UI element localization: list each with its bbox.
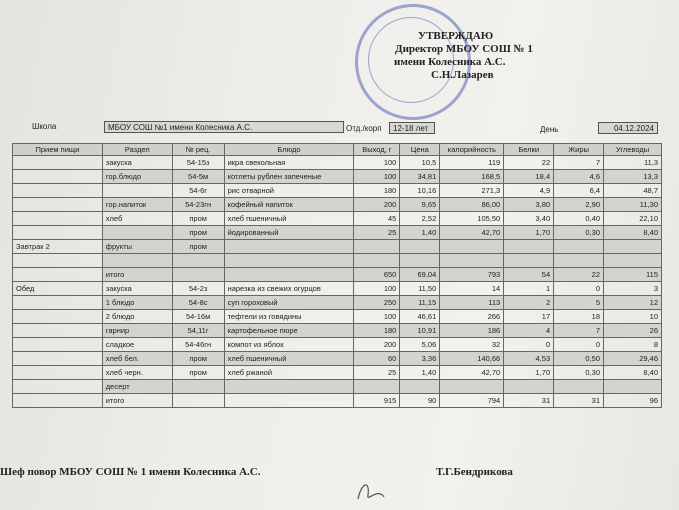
table-cell [354,240,400,254]
table-cell: тефтели из говядины [224,310,354,324]
table-cell: 54-5м [172,170,224,184]
menu-table [12,143,662,408]
table-cell [354,380,400,394]
table-row [13,240,662,254]
table-row [13,254,662,268]
column-header: Блюдо [224,144,354,156]
school-label: Школа [32,122,57,131]
table-cell: 250 [354,296,400,310]
table-cell: 8,40 [604,226,662,240]
table-cell: 48,7 [604,184,662,198]
table-cell: хлеб черн. [102,366,172,380]
table-cell: 0,40 [554,212,604,226]
table-cell: 3,80 [504,198,554,212]
table-row [13,268,662,282]
table-cell [400,380,440,394]
table-cell [172,268,224,282]
table-cell: 13,3 [604,170,662,184]
table-cell: гарнир [102,324,172,338]
table-cell: 4,53 [504,352,554,366]
table-cell: 180 [354,324,400,338]
table-cell: 105,50 [440,212,504,226]
table-cell: 11,3 [604,156,662,170]
signature-scribble [350,477,390,507]
table-row [13,324,662,338]
table-row [13,380,662,394]
table-cell: Обед [13,282,103,296]
table-cell: пром [172,366,224,380]
dept-value: 12-18 лет [389,122,435,134]
table-cell: десерт [102,380,172,394]
table-cell [400,254,440,268]
table-cell [13,254,103,268]
table-cell: 11,50 [400,282,440,296]
table-cell: 54-46гн [172,338,224,352]
column-header: Цена [400,144,440,156]
table-cell [172,380,224,394]
table-cell: хлеб ржаной [224,366,354,380]
table-cell [13,198,103,212]
table-cell: гор.напиток [102,198,172,212]
table-cell: картофельное пюре [224,324,354,338]
day-value: 04.12.2024 [598,122,658,134]
table-cell: 2,90 [554,198,604,212]
table-cell: 1 блюдо [102,296,172,310]
table-cell [172,394,224,408]
table-cell: пром [172,240,224,254]
table-cell: 2 [504,296,554,310]
table-cell: 6,4 [554,184,604,198]
table-cell: 1,40 [400,226,440,240]
table-cell [13,170,103,184]
table-cell: 100 [354,170,400,184]
table-cell: 10,91 [400,324,440,338]
table-cell [440,380,504,394]
column-header: калорийность [440,144,504,156]
table-row [13,394,662,408]
table-cell: пром [172,352,224,366]
table-cell: 100 [354,282,400,296]
table-row [13,282,662,296]
table-cell: 54-8с [172,296,224,310]
table-cell [13,156,103,170]
table-cell [554,254,604,268]
table-cell [102,226,172,240]
table-row [13,198,662,212]
table-cell: суп гороховый [224,296,354,310]
table-cell: закуска [102,282,172,296]
table-cell: 4,6 [554,170,604,184]
table-cell: 26 [604,324,662,338]
table-cell: 42,70 [440,366,504,380]
table-cell: 1 [504,282,554,296]
table-cell: нарезка из свежих огурцов [224,282,354,296]
table-cell: хлеб пшеничный [224,212,354,226]
table-cell [604,240,662,254]
table-cell [13,184,103,198]
table-cell: 54-23гн [172,198,224,212]
table-cell: 11,30 [604,198,662,212]
table-row [13,212,662,226]
table-cell: 54-15з [172,156,224,170]
table-cell: хлеб [102,212,172,226]
table-cell: 69,04 [400,268,440,282]
table-cell: 45 [354,212,400,226]
table-cell: 3,40 [504,212,554,226]
table-cell: 650 [354,268,400,282]
table-cell [504,380,554,394]
table-cell: Завтрак 2 [13,240,103,254]
table-cell: 5,06 [400,338,440,352]
table-cell [13,268,103,282]
table-cell: 3 [604,282,662,296]
table-cell: пром [172,212,224,226]
table-cell: 5 [554,296,604,310]
table-cell: 4,9 [504,184,554,198]
table-cell: 186 [440,324,504,338]
table-cell: 22,10 [604,212,662,226]
table-cell: 86,00 [440,198,504,212]
table-cell [13,324,103,338]
table-cell [554,380,604,394]
table-cell [504,240,554,254]
column-header: Белки [504,144,554,156]
table-cell [13,366,103,380]
table-cell: 54-6г [172,184,224,198]
table-cell: 14 [440,282,504,296]
table-cell: 54-2з [172,282,224,296]
table-cell: 11,15 [400,296,440,310]
table-cell: 0 [554,338,604,352]
table-cell: 60 [354,352,400,366]
table-cell: 271,3 [440,184,504,198]
table-cell: 100 [354,156,400,170]
table-cell [13,212,103,226]
table-cell: 31 [504,394,554,408]
table-cell: 915 [354,394,400,408]
table-cell [224,240,354,254]
table-cell: 119 [440,156,504,170]
table-row [13,156,662,170]
table-cell: 2 блюдо [102,310,172,324]
table-cell [354,254,400,268]
table-cell: котлеты рублен запеченые [224,170,354,184]
table-row [13,226,662,240]
table-cell [13,380,103,394]
column-header: Прием пищи [13,144,103,156]
table-cell [604,380,662,394]
table-cell: 100 [354,310,400,324]
table-cell [224,380,354,394]
table-cell: 54-16м [172,310,224,324]
day-label: День [540,125,559,134]
table-cell: 25 [354,226,400,240]
table-cell: 9,65 [400,198,440,212]
table-cell [440,240,504,254]
table-cell: 0 [554,282,604,296]
table-row [13,366,662,380]
table-cell: 10,16 [400,184,440,198]
table-cell: 46,61 [400,310,440,324]
table-cell: пром [172,226,224,240]
table-cell [400,240,440,254]
table-row [13,338,662,352]
table-cell: 0,50 [554,352,604,366]
dept-label: Отд./корп [346,124,382,133]
table-cell [504,254,554,268]
table-cell [604,254,662,268]
table-cell: кофейный напиток [224,198,354,212]
table-cell: итого [102,394,172,408]
table-cell: 18 [554,310,604,324]
table-cell [102,254,172,268]
table-cell: 31 [554,394,604,408]
table-cell: 54,11г [172,324,224,338]
table-cell: 96 [604,394,662,408]
table-cell [13,352,103,366]
approval-line-1: УТВЕРЖДАЮ [418,30,494,42]
table-cell [13,310,103,324]
table-cell [224,254,354,268]
column-header: Жиры [554,144,604,156]
table-cell [224,394,354,408]
approval-line-3: имени Колесника А.С. [394,56,506,68]
table-cell: 266 [440,310,504,324]
table-cell: хлеб пшеничный [224,352,354,366]
column-header: Углеводы [604,144,662,156]
chef-caption: Шеф повор МБОУ СОШ № 1 имени Колесника А.С. [0,466,261,478]
table-cell: 7 [554,156,604,170]
table-cell: 22 [554,268,604,282]
table-cell: 29,46 [604,352,662,366]
table-cell: рис отварной [224,184,354,198]
table-cell: 168,5 [440,170,504,184]
table-row [13,170,662,184]
table-cell: 1,70 [504,226,554,240]
table-cell [440,254,504,268]
table-cell: 200 [354,198,400,212]
table-cell: 7 [554,324,604,338]
table-header-row [13,144,662,156]
table-cell: 17 [504,310,554,324]
table-cell [224,268,354,282]
table-cell: 793 [440,268,504,282]
table-cell: 90 [400,394,440,408]
approval-line-2: Директор МБОУ СОШ № 1 [395,43,533,55]
table-cell: 0,30 [554,366,604,380]
table-row [13,184,662,198]
table-cell: 4 [504,324,554,338]
table-cell [13,296,103,310]
table-cell: 34,81 [400,170,440,184]
table-cell: икра свекольная [224,156,354,170]
table-cell: закуска [102,156,172,170]
column-header: Выход, г [354,144,400,156]
column-header: № рец. [172,144,224,156]
table-cell [554,240,604,254]
table-cell: хлеб бел. [102,352,172,366]
table-cell: итого [102,268,172,282]
table-cell: компот из яблок [224,338,354,352]
table-cell: 2,52 [400,212,440,226]
table-cell: 8 [604,338,662,352]
table-cell: 0 [504,338,554,352]
table-cell: сладкое [102,338,172,352]
table-cell: 1,70 [504,366,554,380]
table-cell: 140,66 [440,352,504,366]
table-cell: 1,40 [400,366,440,380]
table-cell [13,394,103,408]
table-cell: 180 [354,184,400,198]
table-row [13,352,662,366]
table-cell: 22 [504,156,554,170]
column-header: Раздел [102,144,172,156]
table-cell: 10 [604,310,662,324]
table-cell: 12 [604,296,662,310]
table-cell: йодированный [224,226,354,240]
table-cell: 54 [504,268,554,282]
table-cell [172,254,224,268]
table-cell: 25 [354,366,400,380]
table-cell: 200 [354,338,400,352]
table-cell: 3,36 [400,352,440,366]
table-cell [13,226,103,240]
school-value: МБОУ СОШ №1 имени Колесника А.С. [104,121,344,133]
table-cell: 8,40 [604,366,662,380]
table-cell [13,338,103,352]
table-cell: 32 [440,338,504,352]
approval-line-4: С.Н.Лазарев [431,69,494,81]
table-cell: 42,70 [440,226,504,240]
table-row [13,310,662,324]
chef-name: Т.Г.Бендрикова [436,466,513,478]
table-cell: фрукты [102,240,172,254]
approval-block [380,30,580,82]
table-cell [102,184,172,198]
table-cell: 0,30 [554,226,604,240]
table-cell: 115 [604,268,662,282]
table-cell: гор.блюдо [102,170,172,184]
table-cell: 794 [440,394,504,408]
table-cell: 18,4 [504,170,554,184]
table-row [13,296,662,310]
table-cell: 113 [440,296,504,310]
table-cell: 10,5 [400,156,440,170]
